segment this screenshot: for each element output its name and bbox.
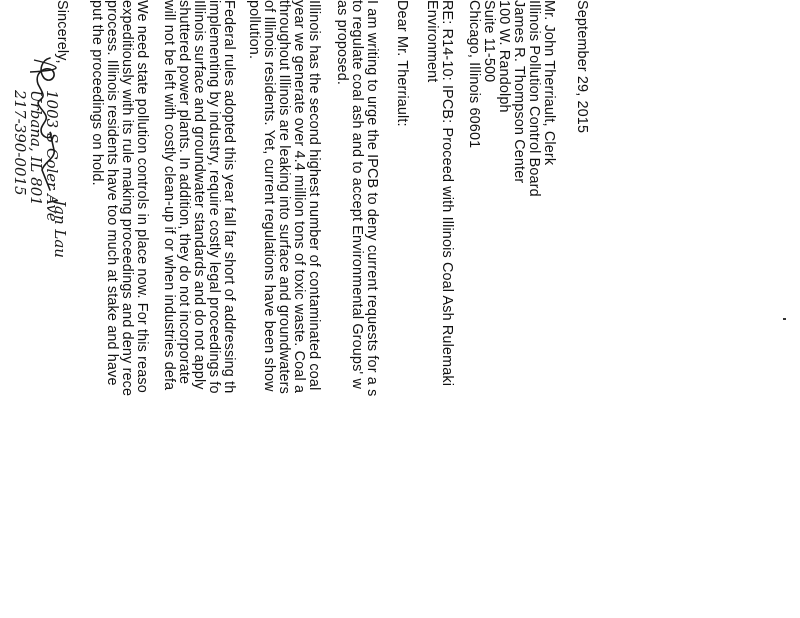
letter-date: September 29, 2015 xyxy=(574,0,590,134)
letter-page xyxy=(10,0,590,618)
subject-text: RE: R14-10: IPCB: Proceed with Illinois Coal Ash Rulemaki xyxy=(439,0,455,387)
address-line: James R. Thompson Center xyxy=(511,0,527,184)
body-line: of Illinois residents. Yet, current regulations have been show xyxy=(261,0,277,392)
body-line: shuttered power plants. In addition, they do not incorporate xyxy=(176,0,192,385)
body-line: put the proceedings on hold. xyxy=(89,0,105,186)
body-line: Illinois has the second highest number of contaminated coal xyxy=(306,0,322,391)
handwritten-address-line: 1003 S Coler Ave xyxy=(43,90,61,222)
body-line: year we generate over 4.4 million tons of toxic waste. Coal a xyxy=(291,0,307,394)
body-line: Illinois surface and groundwater standards and do not apply xyxy=(191,0,207,390)
address-line: Suite 11-500 xyxy=(481,0,497,83)
address-line: Mr. John Therriault, Clerk xyxy=(541,0,557,166)
body-line: to regulate coal ash and to accept Environmental Groups' w xyxy=(349,0,365,390)
body-line: expeditiously with its rule making proceedings and deny rece xyxy=(119,0,135,397)
handwritten-address-line: Urbana, IL 801 xyxy=(27,90,45,206)
address-line: 100 W. Randolph xyxy=(496,0,512,113)
subject-text: Environment xyxy=(424,0,440,83)
body-line: implementing by industry, require costly legal proceedings fo xyxy=(206,0,222,394)
body-line: I am writing to urge the IPCB to deny current requests for a s xyxy=(364,0,380,397)
signature-scribble xyxy=(10,0,590,618)
body-line: as proposed. xyxy=(334,0,350,86)
body-line: We need state pollution controls in place now. For this reaso xyxy=(134,0,150,393)
address-line: Chicago, Illinois 60601 xyxy=(466,0,482,149)
body-line: throughout Illinois are leaking into surface and groundwaters xyxy=(276,0,292,394)
body-line: pollution. xyxy=(246,0,262,60)
handwritten-phone-line: 217-390-0015 xyxy=(11,90,29,196)
body-line: will not be left with costly clean-up if or when industries defa xyxy=(161,0,177,391)
closing: Sincerely, xyxy=(54,0,70,64)
body-line: process. Illinois residents have too much at stake and have xyxy=(104,0,120,386)
address-line: Illinois Pollution Control Board xyxy=(526,0,542,197)
scan-speck xyxy=(783,318,786,320)
signature-name: Jan Lau xyxy=(51,200,69,258)
salutation: Dear Mr. Therriault: xyxy=(394,0,410,127)
body-line: Federal rules adopted this year fall far short of addressing th xyxy=(221,0,237,394)
